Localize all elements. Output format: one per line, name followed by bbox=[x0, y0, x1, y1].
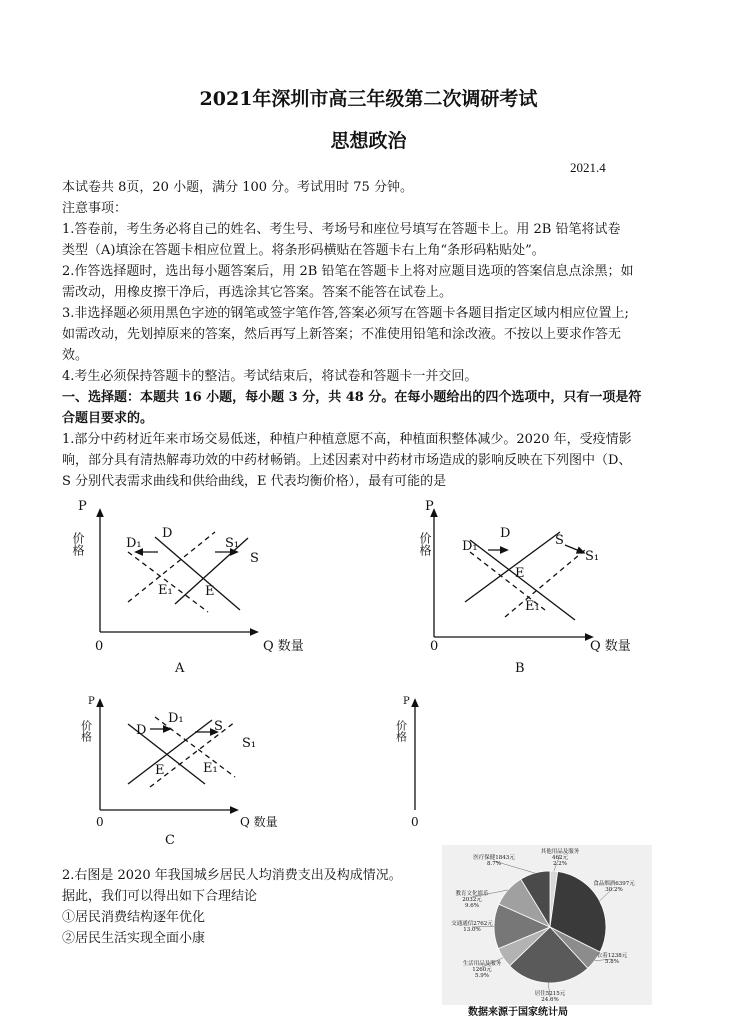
label-d: D bbox=[500, 526, 511, 541]
notice-line: 3.非选择题必须用黑色字迹的钢笔或签字笔作答,答案必须写在答题卡各题目指定区域内相应位置上; bbox=[62, 306, 629, 321]
axis-p-label: P bbox=[88, 696, 95, 707]
label-e: E bbox=[205, 584, 215, 599]
question-2-line: ②居民生活实现全面小康 bbox=[62, 931, 206, 946]
pie-label: 5.8% bbox=[605, 959, 619, 965]
graph-b bbox=[434, 512, 590, 637]
axis-p-label: P bbox=[403, 696, 410, 707]
question-2-line: 2.右图是 2020 年我国城乡居民人均消费支出及构成情况。 bbox=[62, 868, 402, 883]
label-e1: E₁ bbox=[158, 583, 173, 598]
pie-label: 交通通信2762元 bbox=[451, 921, 493, 927]
pie-label: 24.6% bbox=[541, 997, 559, 1003]
intro-text: 本试卷共 8页，20 小题，满分 100 分。考试用时 75 分钟。 bbox=[62, 180, 413, 195]
curve-d1 bbox=[128, 552, 208, 612]
pie-label: 2032元 bbox=[462, 897, 482, 903]
pie-label: 5.9% bbox=[475, 973, 489, 979]
pie-caption: 数据来源于国家统计局 bbox=[468, 1007, 568, 1018]
label-s1: S₁ bbox=[242, 736, 257, 751]
pie-label: 食品烟酒6397元 bbox=[593, 881, 635, 887]
axis-q-label: Q 数量 bbox=[590, 639, 631, 654]
option-c-label: C bbox=[165, 833, 175, 848]
pie-label: 9.6% bbox=[465, 903, 479, 909]
pie-label: 医疗保健1843元 bbox=[473, 855, 515, 861]
notice-line: 效。 bbox=[62, 348, 89, 363]
question-1-line: 响，部分具有清热解毒功效的中药材畅销。上述因素对中药材市场造成的影响反映在下列图中（D、 bbox=[62, 453, 632, 468]
consumption-pie-chart bbox=[442, 845, 652, 1005]
pie-label: 1260元 bbox=[472, 967, 492, 973]
pie-label: 教育文化娱乐 bbox=[455, 891, 489, 897]
pie-label: 居住5215元 bbox=[534, 991, 566, 997]
pie-label: 30.2% bbox=[605, 887, 623, 893]
notice-line: 如需改动，先划掉原来的答案，然后再写上新答案；不准使用铅笔和涂改液。不按以上要求作答无 bbox=[62, 327, 622, 342]
question-1-line: 1.部分中药材近年来市场交易低迷，种植户种植意愿不高，种植面积整体减少。2020 年，受疫情影 bbox=[62, 432, 632, 447]
section-heading: 一、选择题：本题共 16 小题，每小题 3 分，共 48 分。在每小题给出的四个选项中，只有一项是符 bbox=[62, 390, 642, 405]
subject-title: 思想政治 bbox=[330, 130, 407, 152]
label-s: S bbox=[250, 551, 259, 566]
notice-line: 需改动，用橡皮擦干净后，再选涂其它答案。答案不能答在试卷上。 bbox=[62, 285, 453, 300]
label-e1: E₁ bbox=[525, 599, 540, 614]
axis-p-label: P bbox=[425, 499, 434, 514]
label-s1: S₁ bbox=[225, 536, 240, 551]
question-2-line: 据此，我们可以得出如下合理结论 bbox=[62, 889, 258, 904]
label-e: E bbox=[155, 763, 165, 778]
question-2-line: ①居民消费结构逐年优化 bbox=[62, 910, 206, 925]
origin-label: 0 bbox=[430, 639, 439, 654]
label-e1: E₁ bbox=[203, 761, 218, 776]
axis-price-label: 价格 bbox=[418, 532, 432, 556]
label-d1: D₁ bbox=[168, 711, 184, 726]
graph-a bbox=[100, 512, 255, 632]
label-d1: D₁ bbox=[126, 536, 142, 551]
supply-demand-graphs bbox=[0, 492, 737, 852]
pie-label: 13.0% bbox=[463, 927, 481, 933]
notice-line: 类型（A)填涂在答题卡相应位置上。将条形码横贴在答题卡右上角“条形码粘贴处”。 bbox=[62, 243, 545, 258]
origin-label: 0 bbox=[95, 639, 104, 654]
label-s1: S₁ bbox=[585, 549, 600, 564]
pie-label: 8.7% bbox=[487, 861, 501, 867]
notice-line: 4.考生必须保持答题卡的整洁。考试结束后，将试卷和答题卡一并交回。 bbox=[62, 369, 478, 384]
pie-label: 其他用品及服务 bbox=[540, 849, 580, 855]
label-d: D bbox=[162, 526, 173, 541]
label-d: D bbox=[136, 723, 147, 738]
curve-d1 bbox=[155, 717, 235, 777]
exam-title: 2021年深圳市高三年级第二次调研考试 bbox=[199, 88, 538, 110]
label-s: S bbox=[214, 719, 223, 734]
question-1-line: S 分别代表需求曲线和供给曲线，E 代表均衡价格），最有可能的是 bbox=[62, 474, 447, 489]
curve-s1 bbox=[505, 550, 585, 617]
axis-p-label: P bbox=[78, 499, 87, 514]
axis-price-label: 价格 bbox=[79, 720, 93, 742]
option-a-label: A bbox=[175, 661, 185, 676]
exam-date: 2021.4 bbox=[570, 160, 606, 175]
notice-heading: 注意事项： bbox=[62, 201, 128, 216]
label-e: E bbox=[515, 566, 525, 581]
pie-label: 衣着1238元 bbox=[596, 953, 628, 959]
label-d1: D₁ bbox=[462, 539, 478, 554]
origin-label: 0 bbox=[96, 815, 104, 829]
axis-price-label: 价格 bbox=[71, 532, 85, 556]
axis-q-label: Q 数量 bbox=[240, 815, 278, 829]
axis-q-label: Q 数量 bbox=[263, 639, 304, 654]
notice-line: 1.答卷前，考生务必将自己的姓名、考生号、考场号和座位号填写在答题卡上。用 2B 铅笔将试卷 bbox=[62, 222, 621, 237]
pie-label: 2.2% bbox=[553, 861, 567, 867]
curve-s bbox=[465, 532, 560, 602]
pie-label: 生活用品及服务 bbox=[462, 961, 502, 967]
axis-price-label: 价格 bbox=[394, 720, 408, 742]
label-s: S bbox=[555, 533, 564, 548]
section-heading: 合题目要求的。 bbox=[62, 411, 154, 426]
notice-line: 2.作答选择题时，选出每小题答案后，用 2B 铅笔在答题卡上将对应题目选项的答案信息点涂黑；如 bbox=[62, 264, 634, 279]
option-b-label: B bbox=[515, 661, 525, 676]
pie-label: 462元 bbox=[552, 855, 568, 861]
origin-label: 0 bbox=[411, 815, 419, 829]
